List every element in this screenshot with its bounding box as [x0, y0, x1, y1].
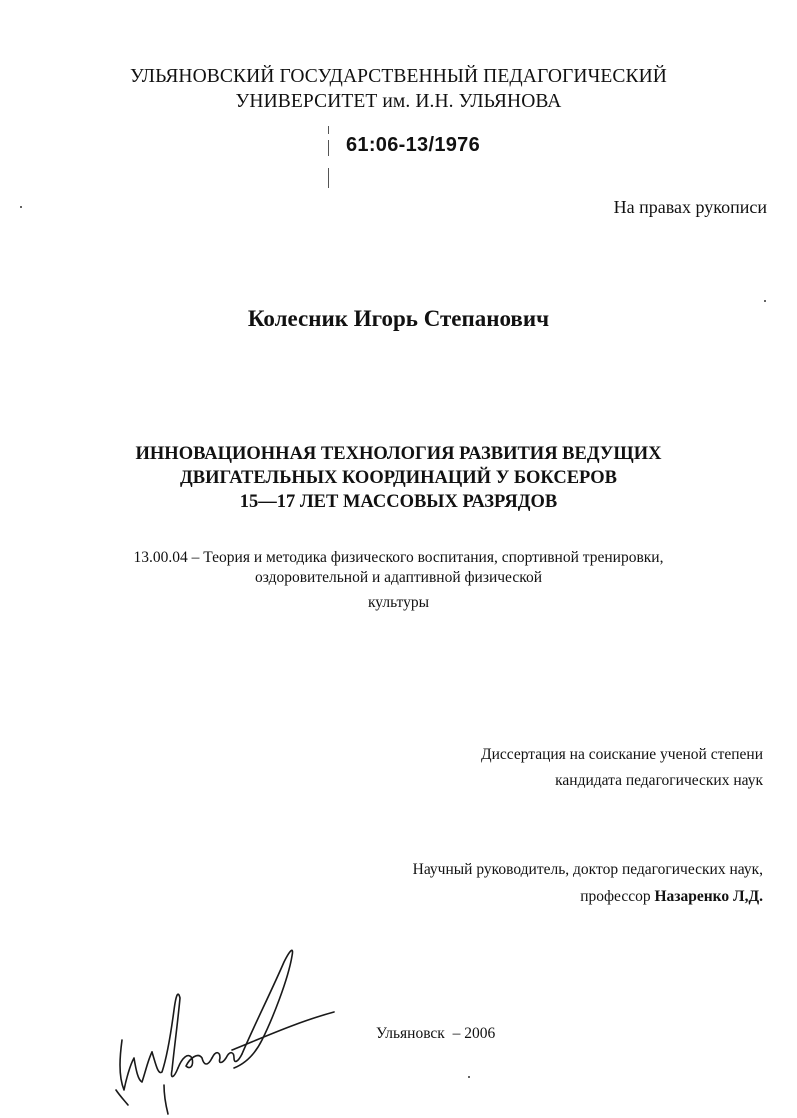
rights-note: На правах рукописи — [613, 197, 767, 217]
supervisor-name: Назаренко Л,Д. — [654, 888, 763, 905]
supervisor-block — [413, 856, 763, 910]
scan-speck — [468, 1076, 470, 1078]
city-year: Ульяновск – 2006 — [376, 1025, 496, 1042]
university-line-1: УЛЬЯНОВСКИЙ ГОСУДАРСТВЕННЫЙ ПЕДАГОГИЧЕСКИЙ — [130, 66, 667, 87]
specialty-line-2: оздоровительной и адаптивной физической — [254, 569, 542, 586]
degree-line-2: кандидата педагогических наук — [555, 772, 763, 789]
scan-speck — [20, 206, 22, 208]
degree-line-1: Диссертация на соискание ученой степени — [481, 746, 763, 763]
title-line-1: ИННОВАЦИОННАЯ ТЕХНОЛОГИЯ РАЗВИТИЯ ВЕДУЩИХ — [135, 444, 662, 464]
scan-speck — [764, 300, 766, 302]
dissertation-title — [0, 442, 797, 514]
specialty-line-3: культуры — [367, 594, 430, 611]
supervisor-line-2 — [413, 883, 763, 910]
degree-statement — [481, 742, 763, 794]
stamp-mark-top — [328, 126, 329, 134]
author-name: Колесник Игорь Степанович — [247, 306, 550, 331]
supervisor-line-1: Научный руководитель, доктор педагогических наук, — [412, 861, 763, 878]
title-line-2: ДВИГАТЕЛЬНЫХ КООРДИНАЦИЙ У БОКСЕРОВ — [180, 468, 617, 488]
signature-icon — [112, 940, 342, 1115]
title-line-3: 15—17 ЛЕТ МАССОВЫХ РАЗРЯДОВ — [239, 492, 558, 512]
specialty-code — [0, 548, 797, 588]
catalog-code: 61:06-13/1976 — [346, 134, 481, 156]
university-line-2: УНИВЕРСИТЕТ им. И.Н. УЛЬЯНОВА — [235, 91, 562, 112]
university-header — [0, 64, 797, 114]
stamp-mark-bottom — [328, 168, 329, 188]
stamp-mark-middle — [328, 140, 329, 156]
supervisor-prefix: профессор — [580, 888, 655, 905]
specialty-line-1: 13.00.04 – Теория и методика физического воспитания, спортивной тренировки, — [133, 549, 664, 566]
